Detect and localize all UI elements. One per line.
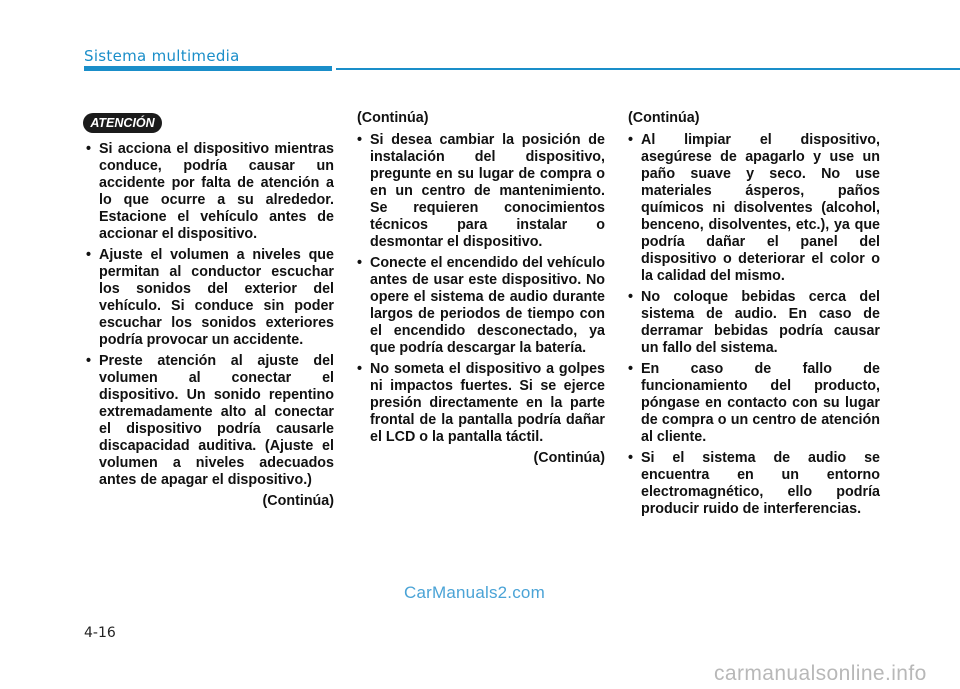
header-rule-thin bbox=[336, 68, 960, 70]
list-item: • Al limpiar el dispositivo, asegúrese de apagarlo y use un paño suave y seco. No use materiales ásperos, paños químicos ni disolventes (alcohol, benceno, disolventes, etc.), ya que podría dañar el panel del dispositivo o deteriorar el color o la calidad del mismo. bbox=[626, 132, 880, 285]
site-watermark: carmanualsonline.info bbox=[714, 662, 927, 685]
list-item: • Si acciona el dispositivo mientras conduce, podría causar un accidente por falta de atención a lo que ocurre a su alrededor. Estacione el vehículo antes de accionar el dispositivo. bbox=[84, 141, 334, 243]
page-number: 4-16 bbox=[84, 625, 116, 641]
warning-list bbox=[626, 132, 880, 518]
warning-list bbox=[355, 132, 605, 446]
list-item: • No someta el dispositivo a golpes ni impactos fuertes. Si se ejerce presión directamente en la parte frontal de la pantalla podría dañar el LCD o la pantalla táctil. bbox=[355, 361, 605, 446]
continued-header: (Continúa) bbox=[628, 110, 700, 126]
warning-list bbox=[84, 141, 334, 489]
list-item: • Conecte el encendido del vehículo antes de usar este dispositivo. No opere el sistema de audio durante largos de periodos de tiempo con el encendido desconectado, ya que podría descargar la batería. bbox=[355, 255, 605, 357]
section-title: Sistema multimedia bbox=[84, 47, 240, 65]
list-item: • En caso de fallo de funcionamiento del producto, póngase en contacto con su lugar de compra o un centro de atención al cliente. bbox=[626, 361, 880, 446]
column-1 bbox=[84, 141, 334, 510]
list-item: • Si el sistema de audio se encuentra en un entorno electromagnético, ello podría producir ruido de interferencias. bbox=[626, 450, 880, 518]
continued-header: (Continúa) bbox=[357, 110, 429, 126]
continued-footer: (Continúa) bbox=[533, 450, 605, 466]
column-2 bbox=[355, 110, 605, 467]
continued-footer: (Continúa) bbox=[262, 493, 334, 509]
list-item: • No coloque bebidas cerca del sistema de audio. En caso de derramar bebidas podría causar un fallo del sistema. bbox=[626, 289, 880, 357]
list-item: • Preste atención al ajuste del volumen al conectar el dispositivo. Un sonido repentino extremadamente alto al conectar el dispositivo podría causarle discapacidad auditiva. (Ajuste el volumen a niveles adecuados antes de apagar el dispositivo.) bbox=[84, 353, 334, 489]
list-item: • Ajuste el volumen a niveles que permitan al conductor escuchar los sonidos del exterior del vehículo. Si conduce sin poder escuchar los sonidos exteriores podría provocar un accidente. bbox=[84, 247, 334, 349]
column-3 bbox=[626, 110, 880, 522]
caution-badge: ATENCIÓN bbox=[83, 113, 162, 133]
watermark-link[interactable]: CarManuals2.com bbox=[404, 583, 545, 602]
list-item: • Si desea cambiar la posición de instalación del dispositivo, pregunte en su lugar de compra o en un centro de mantenimiento. Se requieren conocimientos técnicos para instalar o desmontar el dispositivo. bbox=[355, 132, 605, 251]
header-rule-thick bbox=[84, 66, 332, 71]
